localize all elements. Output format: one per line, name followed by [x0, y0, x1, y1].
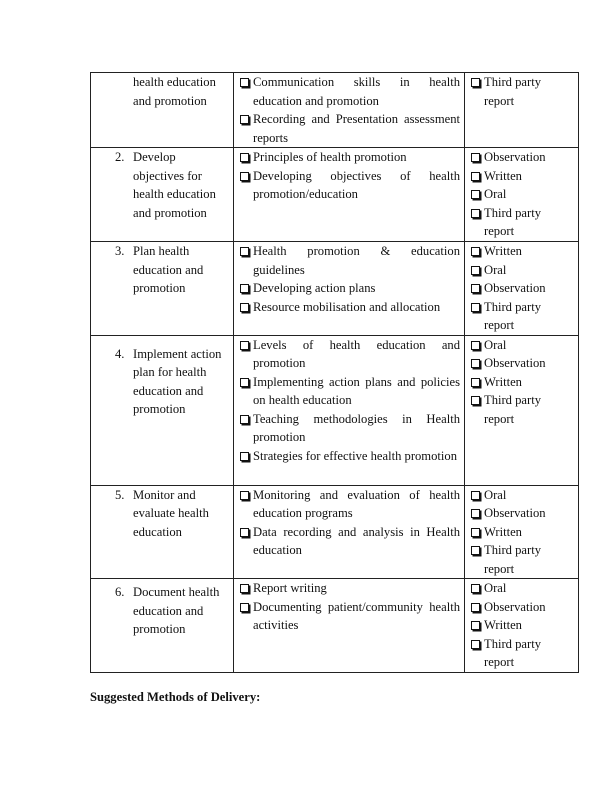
content-item	[238, 73, 460, 110]
outcome-text: health education and promotion	[133, 75, 216, 108]
checkbox-icon	[240, 491, 249, 500]
checkbox-icon	[471, 266, 480, 275]
method-text: Observation	[484, 150, 546, 164]
checkbox-icon	[471, 378, 480, 387]
method-item	[469, 635, 574, 672]
checkbox-icon	[471, 603, 480, 612]
method-text: Third party report	[484, 543, 542, 576]
method-item	[469, 148, 574, 167]
table-row	[91, 485, 579, 579]
outcome-number: 4.	[115, 346, 125, 361]
checkbox-icon	[471, 584, 480, 593]
method-text: Oral	[484, 187, 507, 201]
content-text: Principles of health promotion	[253, 150, 407, 164]
content-text: Levels of health education and promotion	[253, 337, 460, 370]
outcome-text: Plan health education and promotion	[133, 244, 204, 295]
method-text: Third party report	[484, 205, 542, 238]
method-item	[469, 391, 574, 428]
content-text: Health promotion & education guidelines	[253, 244, 460, 277]
content-text: Documenting patient/community health activities	[253, 599, 460, 632]
method-item	[469, 73, 574, 110]
checkbox-icon	[471, 284, 480, 293]
checkbox-icon	[240, 452, 249, 461]
content-item	[238, 110, 460, 147]
checkbox-icon	[471, 190, 480, 199]
content-text: Teaching methodologies in Health promotion	[253, 411, 460, 444]
checkbox-icon	[471, 247, 480, 256]
assessment-table	[90, 72, 579, 673]
checkbox-icon	[471, 172, 480, 181]
methods-cell	[465, 579, 579, 673]
content-item	[238, 242, 460, 279]
outcome-number	[115, 73, 133, 110]
content-text: Developing objectives of health promotion/education	[253, 168, 460, 201]
content-cell	[234, 73, 465, 148]
method-item	[469, 185, 574, 204]
checkbox-icon	[240, 78, 249, 87]
method-item	[469, 354, 574, 373]
content-text: Developing action plans	[253, 281, 376, 295]
outcome-number: 3.	[115, 244, 125, 258]
content-item	[238, 598, 460, 635]
content-text: Implementing action plans and policies on health education	[253, 374, 460, 407]
outcome-text: Monitor and evaluate health education	[133, 487, 209, 539]
content-text: Recording and Presentation assessment reports	[253, 112, 460, 145]
checkbox-icon	[240, 247, 249, 256]
content-item	[238, 298, 460, 317]
checkbox-icon	[471, 209, 480, 218]
method-text: Oral	[484, 581, 507, 595]
learning-outcome-cell	[91, 148, 234, 242]
checkbox-icon	[471, 621, 480, 630]
method-item	[469, 298, 574, 335]
content-cell	[234, 148, 465, 242]
method-text: Observation	[484, 356, 546, 370]
checkbox-icon	[240, 153, 249, 162]
content-text: Strategies for effective health promotion	[253, 448, 457, 463]
checkbox-icon	[471, 341, 480, 350]
method-item	[469, 167, 574, 186]
outcome-text: Document health education and promotion	[133, 585, 220, 636]
checkbox-icon	[240, 284, 249, 293]
method-text: Written	[484, 618, 522, 632]
method-text: Third party report	[484, 393, 542, 426]
method-item	[469, 598, 574, 617]
table-row	[91, 579, 579, 673]
checkbox-icon	[471, 396, 480, 405]
content-item	[238, 486, 460, 523]
content-text: Data recording and analysis in Health education	[253, 524, 460, 557]
method-text: Third party report	[484, 75, 542, 108]
table-row	[91, 73, 579, 148]
table-row	[91, 335, 579, 485]
checkbox-icon	[240, 603, 249, 612]
checkbox-icon	[471, 528, 480, 537]
section-heading: Suggested Methods of Delivery:	[90, 690, 261, 704]
checkbox-icon	[240, 378, 249, 387]
table-row	[91, 242, 579, 336]
outcome-text: Implement action plan for health education and promotion	[133, 346, 222, 416]
method-item	[469, 336, 574, 355]
method-item	[469, 204, 574, 241]
method-text: Written	[484, 374, 522, 389]
checkbox-icon	[471, 153, 480, 162]
checkbox-icon	[240, 528, 249, 537]
checkbox-icon	[240, 172, 249, 181]
method-text: Third party report	[484, 299, 542, 332]
methods-cell	[465, 485, 579, 579]
content-cell	[234, 485, 465, 579]
checkbox-icon	[240, 115, 249, 124]
content-item	[238, 336, 460, 373]
outcome-text: Develop objectives for health education and promotion	[133, 150, 216, 220]
learning-outcome-cell	[91, 579, 234, 673]
method-item	[469, 616, 574, 635]
method-item	[469, 541, 574, 578]
methods-cell	[465, 73, 579, 148]
content-item	[238, 279, 460, 298]
checkbox-icon	[471, 509, 480, 518]
content-cell	[234, 335, 465, 485]
content-item	[238, 447, 460, 466]
checkbox-icon	[240, 341, 249, 350]
content-item	[238, 410, 460, 447]
checkbox-icon	[471, 640, 480, 649]
method-text: Oral	[484, 262, 507, 277]
checkbox-icon	[240, 415, 249, 424]
content-item	[238, 579, 460, 598]
checkbox-icon	[471, 78, 480, 87]
learning-outcome-cell	[91, 485, 234, 579]
method-item	[469, 486, 574, 505]
method-item	[469, 261, 574, 280]
method-text: Observation	[484, 281, 546, 295]
method-text: Written	[484, 244, 522, 258]
content-text: Communication skills in health education and promotion	[253, 75, 460, 108]
checkbox-icon	[471, 546, 480, 555]
method-text: Oral	[484, 337, 507, 352]
method-text: Written	[484, 168, 522, 183]
methods-cell	[465, 335, 579, 485]
methods-cell	[465, 148, 579, 242]
method-item	[469, 579, 574, 598]
content-cell	[234, 242, 465, 336]
methods-cell	[465, 242, 579, 336]
content-item	[238, 523, 460, 560]
method-item	[469, 373, 574, 392]
table-row	[91, 148, 579, 242]
method-item	[469, 242, 574, 261]
outcome-number: 2.	[115, 150, 125, 164]
outcome-number: 6.	[115, 585, 125, 599]
learning-outcome-cell	[91, 335, 234, 485]
method-item	[469, 504, 574, 523]
checkbox-icon	[471, 303, 480, 312]
method-text: Oral	[484, 487, 507, 502]
method-item	[469, 279, 574, 298]
content-item	[238, 373, 460, 410]
content-text: Report writing	[253, 581, 327, 595]
content-text: Resource mobilisation and allocation	[253, 299, 441, 314]
method-item	[469, 523, 574, 542]
learning-outcome-cell	[91, 73, 234, 148]
content-item	[238, 148, 460, 167]
content-text: Monitoring and evaluation of health education programs	[253, 487, 460, 520]
checkbox-icon	[240, 584, 249, 593]
checkbox-icon	[471, 359, 480, 368]
checkbox-icon	[471, 491, 480, 500]
method-text: Observation	[484, 506, 546, 520]
outcome-number: 5.	[115, 487, 125, 502]
method-text: Observation	[484, 599, 546, 614]
content-cell	[234, 579, 465, 673]
content-item	[238, 167, 460, 204]
method-text: Third party report	[484, 636, 542, 669]
learning-outcome-cell	[91, 242, 234, 336]
method-text: Written	[484, 524, 522, 539]
checkbox-icon	[240, 303, 249, 312]
